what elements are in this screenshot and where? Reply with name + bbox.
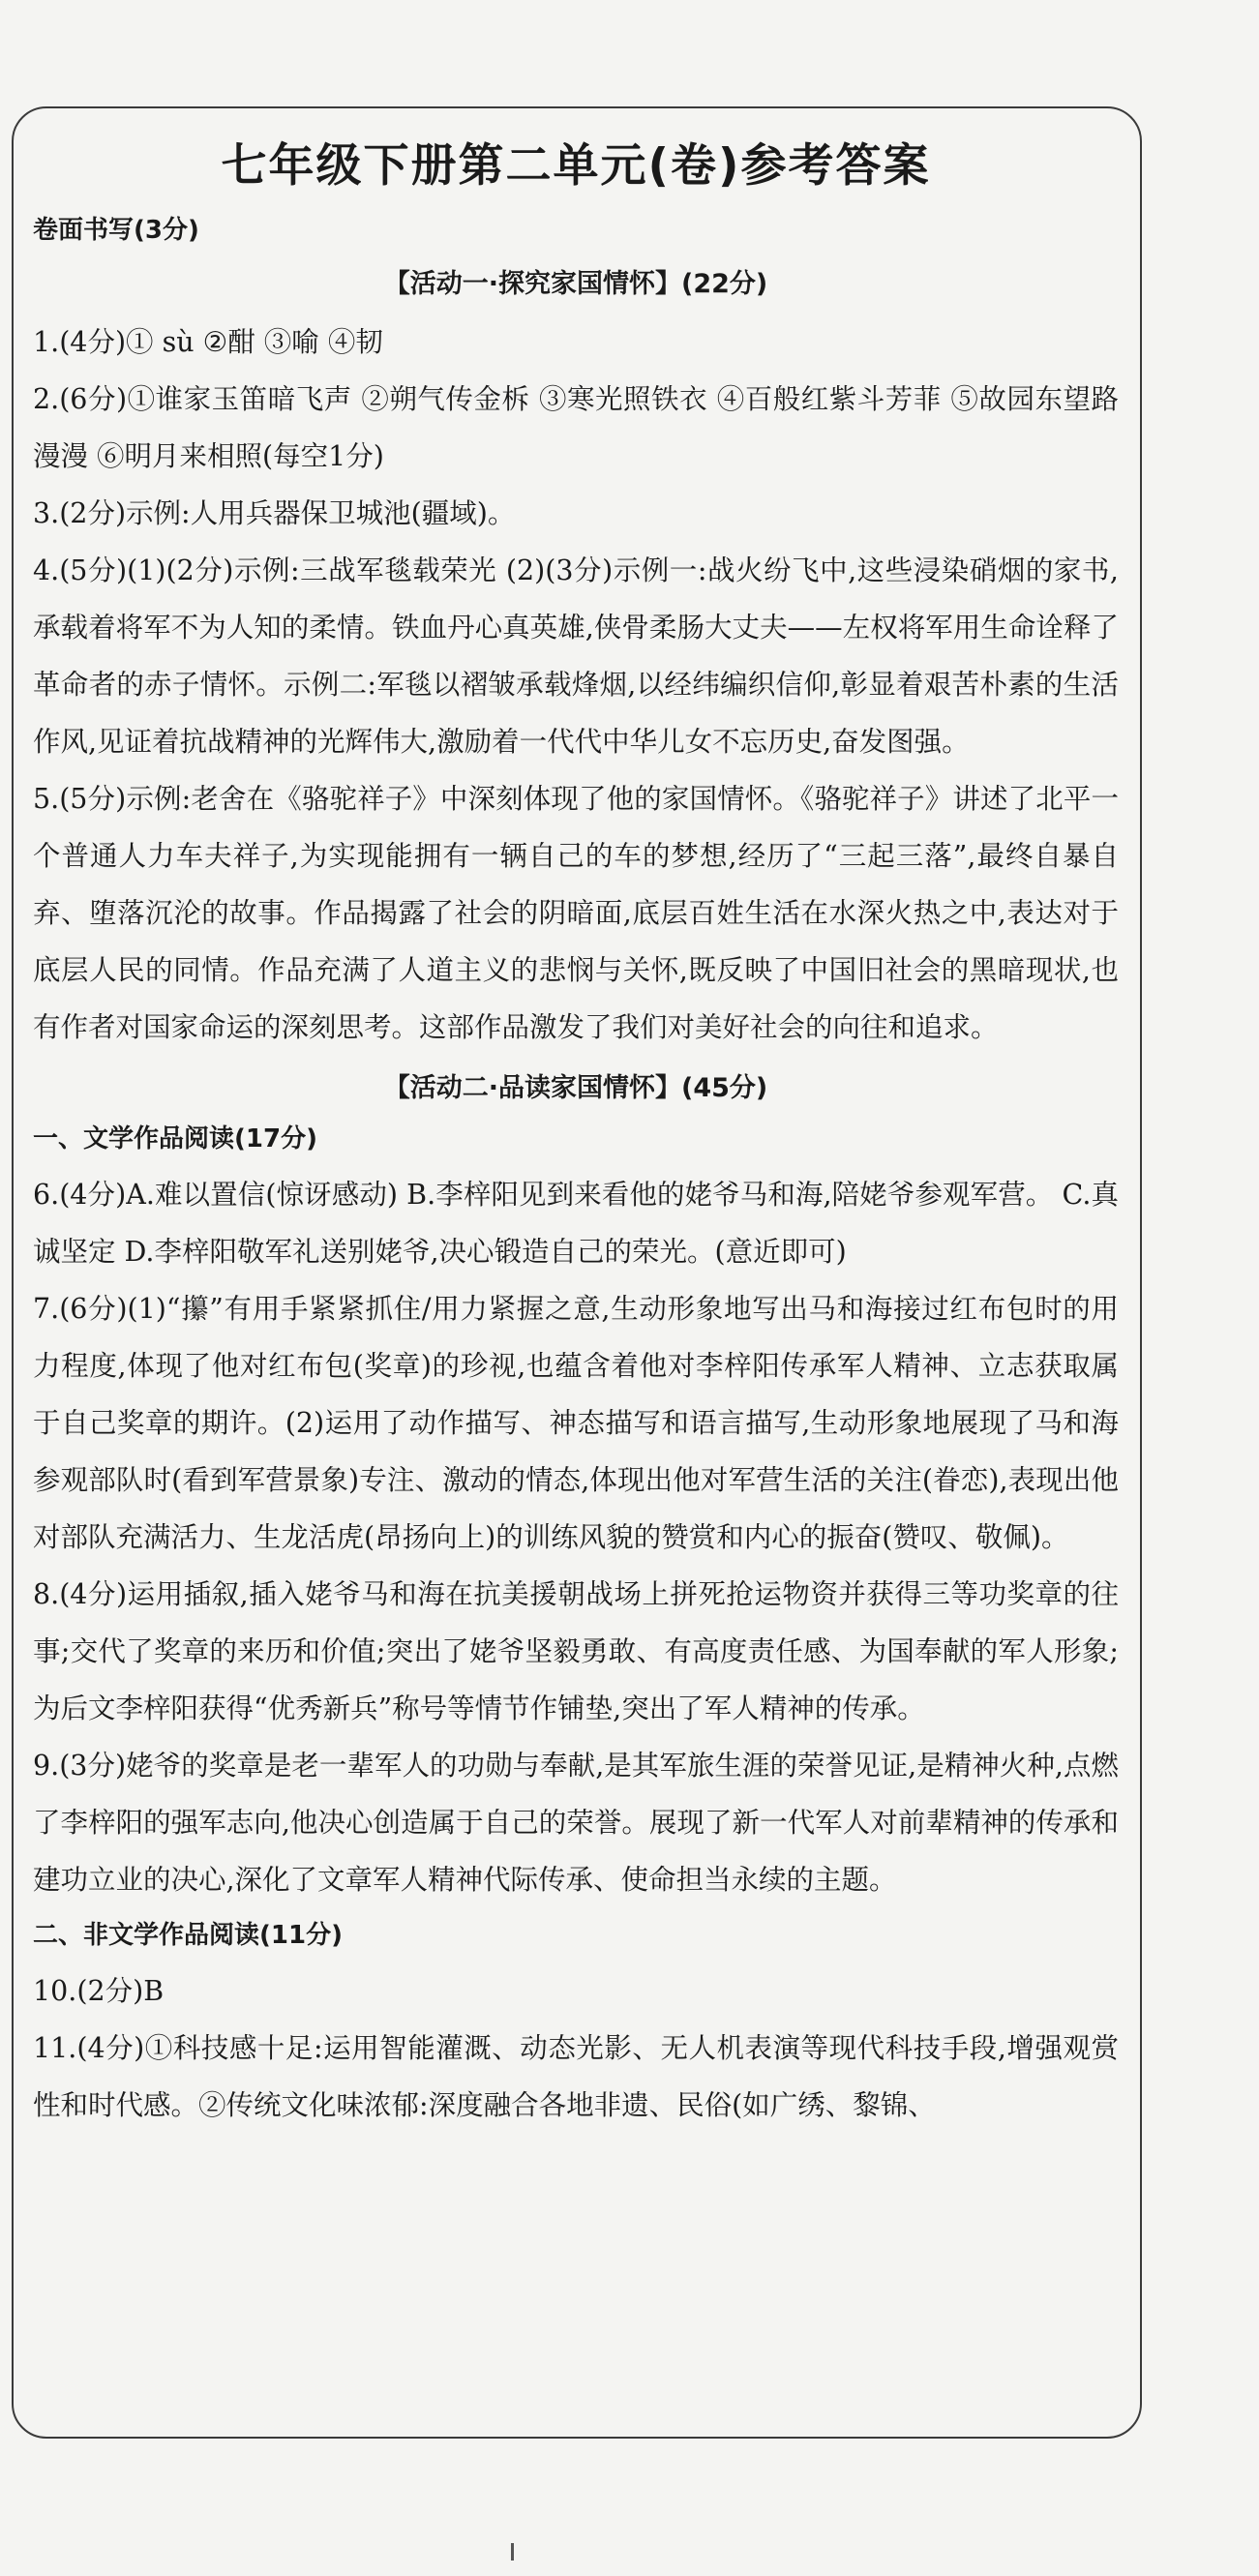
section1-heading: 一、文学作品阅读(17分) — [33, 1124, 317, 1153]
answer-sheet-frame — [12, 106, 1142, 2439]
handwriting-score: 卷面书写(3分) — [33, 216, 199, 245]
answer-9: 9.(3分)姥爷的奖章是老一辈军人的功勋与奉献,是其军旅生涯的荣誉见证,是精神火种,点燃了李梓阳的强军志向,他决心创造属于自己的荣誉。展现了新一代军人对前辈精神的传承和建功立业的决心,深化了文章军人精神代际传承、使命担当永续的主题。 — [33, 1750, 1119, 1896]
activity1-heading: 【活动一·探究家国情怀】(22分) — [383, 269, 768, 299]
stray-ink-mark — [511, 2543, 514, 2561]
answer-content — [33, 137, 1119, 2134]
answer-8: 8.(4分)运用插叙,插入姥爷马和海在抗美援朝战场上拼死抢运物资并获得三等功奖章的往事;交代了奖章的来历和价值;突出了姥爷坚毅勇敢、有高度责任感、为国奉献的军人形象;为后文李梓阳获得“优秀新兵”称号等情节作铺垫,突出了军人精神的传承。 — [33, 1578, 1119, 1724]
section2-heading: 二、非文学作品阅读(11分) — [33, 1921, 343, 1950]
answer-2: 2.(6分)①谁家玉笛暗飞声 ②朔气传金柝 ③寒光照铁衣 ④百般红紫斗芳菲 ⑤故园东望路漫漫 ⑥明月来相照(每空1分) — [33, 383, 1119, 472]
answer-1: 1.(4分)① sù ②酣 ③喻 ④韧 — [33, 326, 383, 358]
answer-3: 3.(2分)示例:人用兵器保卫城池(疆域)。 — [33, 497, 516, 529]
answer-10: 10.(2分)B — [33, 1975, 165, 2007]
answer-7: 7.(6分)(1)“攥”有用手紧紧抓住/用力紧握之意,生动形象地写出马和海接过红布包时的用力程度,体现了他对红布包(奖章)的珍视,也蕴含着他对李梓阳传承军人精神、立志获取属于自己奖章的期许。(2)运用了动作描写、神态描写和语言描写,生动形象地展现了马和海参观部队时(看到军营景象)专注、激动的情态,体现出他对军营生活的关注(眷恋),表现出他对部队充满活力、生龙活虎(昂扬向上)的训练风貌的赞赏和内心的振奋(赞叹、敬佩)。 — [33, 1293, 1119, 1553]
answer-6: 6.(4分)A.难以置信(惊讶感动) B.李梓阳见到来看他的姥爷马和海,陪姥爷参观军营。 C.真诚坚定 D.李梓阳敬军礼送别姥爷,决心锻造自己的荣光。(意近即可) — [33, 1179, 1119, 1268]
activity2-heading: 【活动二·品读家国情怀】(45分) — [383, 1073, 768, 1103]
answer-4: 4.(5分)(1)(2分)示例:三战军毯载荣光 (2)(3分)示例一:战火纷飞中,这些浸染硝烟的家书,承载着将军不为人知的柔情。铁血丹心真英雄,侠骨柔肠大丈夫——左权将军用生命诠释了革命者的赤子情怀。示例二:军毯以褶皱承载烽烟,以经纬编织信仰,彰显着艰苦朴素的生活作风,见证着抗战精神的光辉伟大,激励着一代代中华儿女不忘历史,奋发图强。 — [33, 554, 1119, 758]
page-title: 七年级下册第二单元(卷)参考答案 — [221, 139, 931, 193]
answer-11: 11.(4分)①科技感十足:运用智能灌溉、动态光影、无人机表演等现代科技手段,增强观赏性和时代感。②传统文化味浓郁:深度融合各地非遗、民俗(如广绣、黎锦、 — [33, 2032, 1119, 2121]
answer-5: 5.(5分)示例:老舍在《骆驼祥子》中深刻体现了他的家国情怀。《骆驼祥子》讲述了北平一个普通人力车夫祥子,为实现能拥有一辆自己的车的梦想,经历了“三起三落”,最终自暴自弃、堕落沉沦的故事。作品揭露了社会的阴暗面,底层百姓生活在水深火热之中,表达对于底层人民的同情。作品充满了人道主义的悲悯与关怀,既反映了中国旧社会的黑暗现状,也有作者对国家命运的深刻思考。这部作品激发了我们对美好社会的向往和追求。 — [33, 783, 1119, 1043]
